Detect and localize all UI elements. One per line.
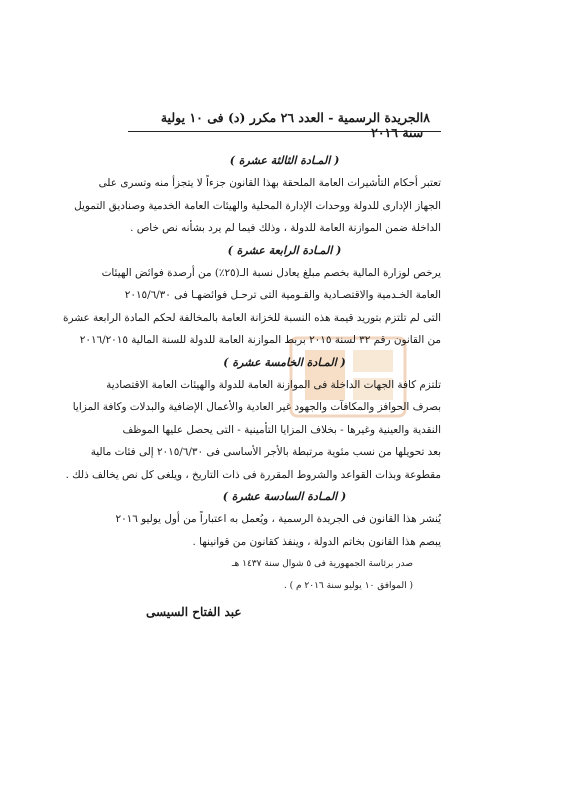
page-header	[140, 110, 430, 140]
issued-date-gregorian: ( الموافق ١٠ يوليو سنة ٢٠١٦ م ) .	[283, 581, 413, 591]
article-heading: ( المـادة الرابعة عشرة )	[227, 243, 342, 257]
article-line: تلتزم كافة الجهات الداخلة فى الموازنة العامة للدولة والهيئات العامة الاقتصادية	[106, 378, 441, 391]
article-line: النقدية والعينية وغيرها - بخلاف المزايا التأمينية - التى يحصل عليها الموظف	[122, 423, 441, 436]
article-heading: ( المـادة الخامسة عشرة )	[223, 355, 346, 369]
article-13	[74, 150, 441, 240]
article-line: تعتبر أحكام التأشيرات العامة الملحقة بهذا القانون جزءاً لا يتجزأ منه وتسرى على	[98, 177, 441, 189]
article-line: العامة الخـدمية والاقتصـادية والقـومية التى ترحـل فوائضهـا فى ٢٠١٥/٦/٣٠	[124, 289, 441, 301]
signature: عبد الفتاح السيسى	[146, 605, 242, 619]
article-heading: ( المـادة الثالثة عشرة )	[229, 154, 340, 167]
article-line: يُنشر هذا القانون فى الجريدة الرسمية ، ويُعمل به اعتباراً من أول يوليو ٢٠١٦	[115, 513, 441, 525]
article-line: يبصم هذا القانون بخاتم الدولة ، وينفذ كقانون من قوانينها .	[192, 535, 441, 548]
article-line: التى لم تلتزم بتوريد قيمة هذه النسبة للخزانة العامة بالمخالفة لحكم المادة الرابعة عشرة	[63, 311, 441, 324]
article-line: بعد تحويلها من نسب مئوية مرتبطة بالأجر الأساسى فى ٢٠١٥/٦/٣٠ إلى فئات مالية	[90, 446, 441, 458]
document-body	[63, 150, 441, 619]
article-line: مقطوعة وبذات القواعد والشروط المقررة فى ذات التاريخ ، ويلغى كل نص يخالف ذلك .	[65, 468, 441, 481]
article-heading: ( المـادة السادسة عشرة )	[222, 490, 347, 503]
article-line: يرخص لوزارة المالية بخصم مبلغ يعادل نسبة الـ(٢٥٪) من أرصدة فوائض الهيئات	[101, 266, 441, 279]
article-15	[65, 352, 441, 487]
page-number: ٨	[423, 110, 430, 125]
article-line: بصرف الحوافز والمكافآت والجهود غير العادية والأعمال الإضافية والبدلات وكافة المزايا	[72, 401, 441, 413]
article-14	[63, 240, 441, 352]
header-divider	[128, 131, 441, 132]
article-line: الداخلة ضمن الموازنة العامة للدولة ، وذلك فيما لم يرد بشأنه نص خاص .	[130, 222, 441, 234]
article-line: من القانون رقم ٣٢ لسنة ٢٠١٥ بربط الموازنة العامة للدولة للسنة المالية ٢٠١٦/٢٠١٥	[79, 334, 441, 346]
article-16	[115, 486, 441, 553]
issued-date-hijri: صدر برئاسة الجمهورية فى ٥ شوال سنة ١٤٣٧ هـ	[231, 559, 413, 569]
article-line: الجهاز الإدارى للدولة ووحدات الإدارة المحلية والهيئات العامة الخدمية وصناديق التمويل	[74, 199, 441, 212]
header-title: الجريدة الرسمية - العدد ٢٦ مكرر (د) فى ١٠ يولية سنة ٢٠١٦	[160, 110, 424, 140]
